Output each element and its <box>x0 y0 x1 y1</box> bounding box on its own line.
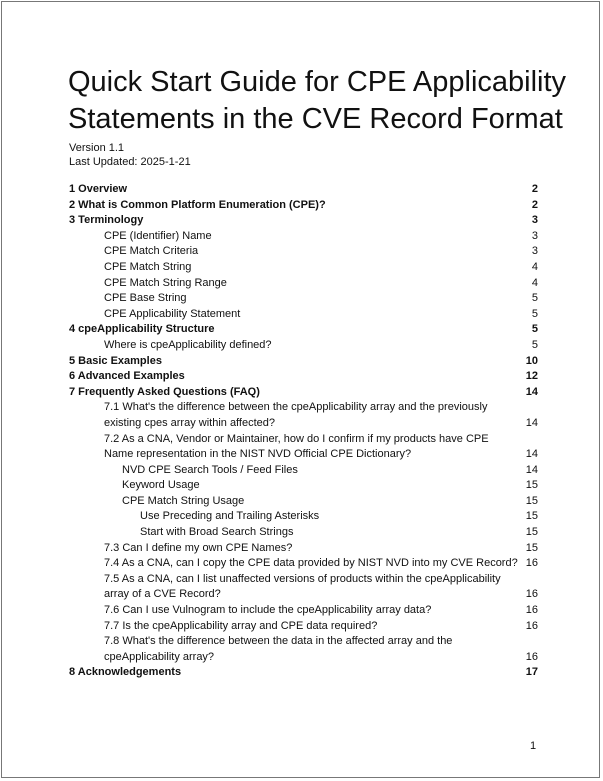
toc-entry-page: 15 <box>525 494 538 507</box>
toc-entry[interactable] <box>69 307 538 323</box>
toc-entry-page: 17 <box>525 666 538 679</box>
document-meta <box>69 142 588 169</box>
toc-entry-page: 4 <box>531 260 538 273</box>
toc-entry-title[interactable]: 7.4 As a CNA, can I copy the CPE data provided by NIST NVD into my CVE Record? <box>104 557 518 570</box>
toc-entry[interactable] <box>69 369 538 385</box>
toc-entry[interactable] <box>69 634 538 665</box>
toc-entry-title[interactable]: CPE Match String Range <box>104 276 227 289</box>
toc-entry-page: 12 <box>525 370 538 383</box>
toc-entry-page: 16 <box>525 650 538 663</box>
toc-entry[interactable] <box>69 354 538 370</box>
toc-entry-title[interactable]: CPE Base String <box>104 292 187 305</box>
toc-entry[interactable] <box>69 198 538 214</box>
toc-entry-title[interactable]: NVD CPE Search Tools / Feed Files <box>122 463 298 476</box>
toc-entry-title[interactable]: 6 Advanced Examples <box>69 370 185 383</box>
toc-entry[interactable] <box>69 509 538 525</box>
toc-entry-page: 2 <box>531 198 538 211</box>
toc-entry-title[interactable]: 7.5 As a CNA, can I list unaffected versions of products within the cpeApplicability array of a CVE Record? <box>104 572 501 601</box>
toc-entry[interactable] <box>69 338 538 354</box>
document-header <box>68 64 588 169</box>
toc-entry-title[interactable]: Keyword Usage <box>122 479 200 492</box>
toc-entry-page: 3 <box>531 214 538 227</box>
toc-entry-page: 16 <box>525 557 538 570</box>
toc-entry[interactable] <box>69 478 538 494</box>
last-updated-text: Last Updated: 2025-1-21 <box>69 155 191 168</box>
toc-entry-title[interactable]: 7.1 What's the difference between the cpeApplicability array and the previously existing cpes array within affected? <box>104 401 488 429</box>
toc-entry-title[interactable]: 7.6 Can I use Vulnogram to include the cpeApplicability array data? <box>104 604 432 617</box>
toc-entry[interactable] <box>69 229 538 245</box>
table-of-contents <box>69 182 538 681</box>
toc-entry[interactable] <box>69 400 538 431</box>
toc-entry-title[interactable]: 3 Terminology <box>69 214 144 227</box>
toc-entry-title[interactable]: Use Preceding and Trailing Asterisks <box>140 510 320 523</box>
toc-entry-page: 16 <box>525 588 538 601</box>
toc-entry-title[interactable]: 1 Overview <box>69 183 128 195</box>
toc-entry-page: 15 <box>525 510 538 523</box>
toc-entry-title[interactable]: 8 Acknowledgements <box>69 666 182 679</box>
toc-entry[interactable] <box>69 463 538 479</box>
toc-entry-page: 14 <box>525 385 538 398</box>
toc-entry-title[interactable]: 7.3 Can I define my own CPE Names? <box>104 541 293 554</box>
toc-entry-page: 14 <box>525 448 538 461</box>
toc-entry-page: 15 <box>525 526 538 539</box>
toc-entry-page: 14 <box>525 463 538 476</box>
page-number: 1 <box>530 740 537 752</box>
toc-entry[interactable] <box>69 619 538 635</box>
toc-entry-title[interactable]: CPE Match String Usage <box>122 494 245 507</box>
toc-entry-title[interactable]: CPE Applicability Statement <box>104 307 241 320</box>
toc-entry-page: 5 <box>531 292 538 305</box>
toc-entry-page: 15 <box>525 541 538 554</box>
toc-entry-title[interactable]: CPE Match Criteria <box>104 245 199 258</box>
toc-entry[interactable] <box>69 244 538 260</box>
document-title: Quick Start Guide for CPE Applicability Statements in the CVE Record Format <box>68 66 567 135</box>
toc-entry-page: 5 <box>531 323 538 336</box>
toc-entry[interactable] <box>69 572 538 603</box>
version-text: Version 1.1 <box>69 142 125 154</box>
toc-entry-title[interactable]: Start with Broad Search Strings <box>140 526 294 539</box>
toc-entry-title[interactable]: 2 What is Common Platform Enumeration (CPE)? <box>69 198 326 211</box>
toc-entry-page: 3 <box>531 245 538 258</box>
toc-entry-page: 15 <box>525 479 538 492</box>
toc-entry[interactable] <box>69 322 538 338</box>
toc-entry-title[interactable]: CPE (Identifier) Name <box>104 229 212 242</box>
toc-entry[interactable] <box>69 260 538 276</box>
document-page <box>1 1 600 778</box>
toc-entry-title[interactable]: 7.8 What's the difference between the data in the affected array and the cpeApplicability array? <box>104 635 453 663</box>
toc-entry-page: 3 <box>531 229 538 242</box>
toc-entry[interactable] <box>69 541 538 557</box>
toc-entry-page: 10 <box>525 354 538 367</box>
toc-entry[interactable] <box>69 556 538 572</box>
toc-entry[interactable] <box>69 603 538 619</box>
toc-entry-title[interactable]: 4 cpeApplicability Structure <box>69 323 215 336</box>
toc-entry-title[interactable]: Where is cpeApplicability defined? <box>104 338 272 351</box>
toc-entry-title[interactable]: 7 Frequently Asked Questions (FAQ) <box>69 385 260 398</box>
toc-entry[interactable] <box>69 525 538 541</box>
toc-entry-title[interactable]: CPE Match String <box>104 260 192 273</box>
toc-entry[interactable] <box>69 182 538 198</box>
toc-entry[interactable] <box>69 213 538 229</box>
toc-entry[interactable] <box>69 276 538 292</box>
toc-entry-title[interactable]: 7.2 As a CNA, Vendor or Maintainer, how do I confirm if my products have CPE Name representation in the NIST NVD Official CPE Dictionary? <box>104 432 489 461</box>
toc-entry-page: 14 <box>525 416 538 429</box>
toc-entry[interactable] <box>69 432 538 463</box>
toc-entry-page: 2 <box>531 183 538 195</box>
toc-entry-title[interactable]: 7.7 Is the cpeApplicability array and CPE data required? <box>104 619 378 632</box>
toc-entry[interactable] <box>69 665 538 681</box>
toc-entry-page: 4 <box>531 276 538 289</box>
toc-entry-title[interactable]: 5 Basic Examples <box>69 354 162 367</box>
toc-entry-page: 5 <box>531 338 538 351</box>
toc-entry-page: 5 <box>531 307 538 320</box>
toc-entry-page: 16 <box>525 619 538 632</box>
toc-entry[interactable] <box>69 291 538 307</box>
toc-entry[interactable] <box>69 385 538 401</box>
toc-entry[interactable] <box>69 494 538 510</box>
toc-entry-page: 16 <box>525 604 538 617</box>
